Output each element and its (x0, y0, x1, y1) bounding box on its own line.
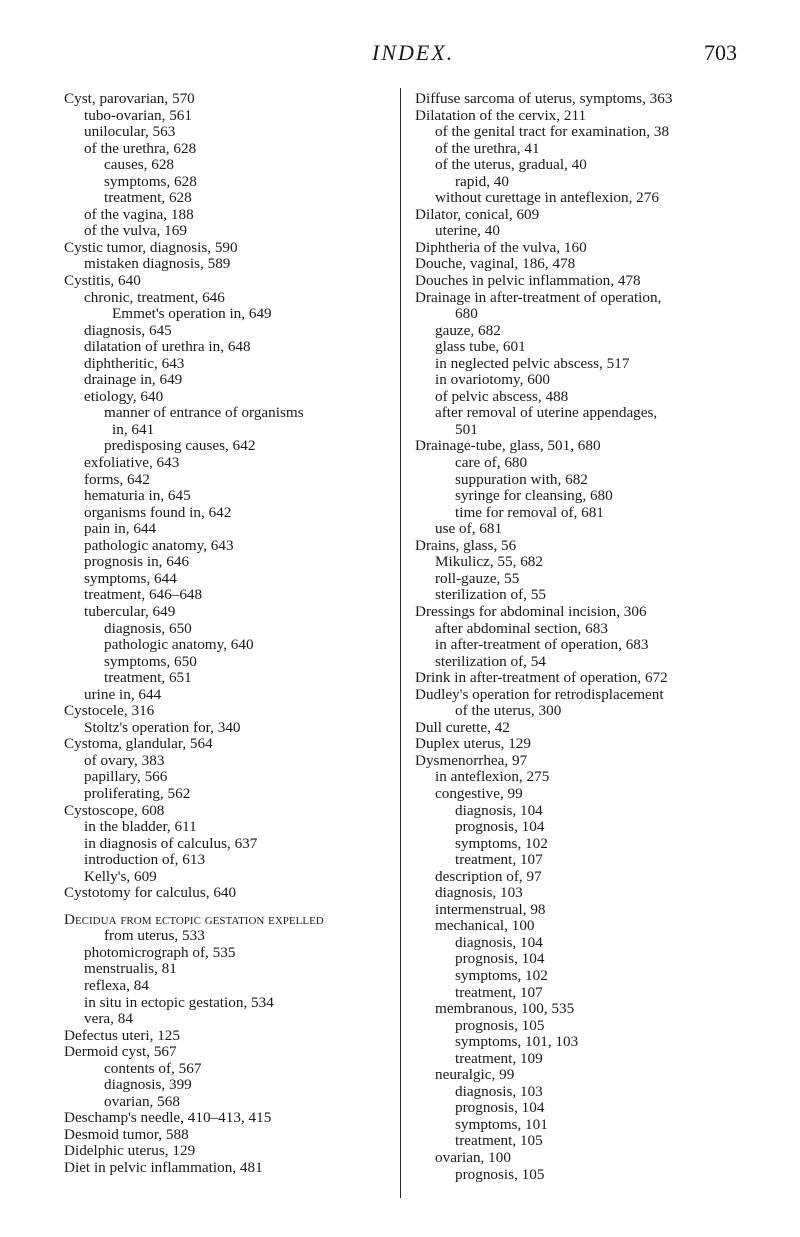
index-subentry: causes, 628 (104, 156, 175, 174)
index-subentry: in neglected pelvic abscess, 517 (435, 354, 630, 372)
index-subentry: diphtheritic, 643 (84, 354, 185, 372)
index-subentry: introduction of, 613 (84, 851, 206, 869)
index-subentry: treatment, 109 (455, 1049, 543, 1067)
index-subentry: congestive, 99 (435, 784, 523, 802)
index-heading-entry: Dysmenorrhea, 97 (415, 751, 528, 769)
index-heading-entry: Duplex uterus, 129 (415, 735, 531, 753)
index-subentry: Stoltz's operation for, 340 (84, 718, 241, 736)
index-subentry: treatment, 105 (455, 1132, 543, 1150)
index-subentry: glass tube, 601 (435, 338, 526, 356)
index-subentry: prognosis, 105 (455, 1165, 545, 1183)
index-subentry: diagnosis, 103 (435, 884, 523, 902)
page-header (0, 40, 800, 70)
index-heading-entry: Diphtheria of the vulva, 160 (415, 238, 587, 256)
index-subentry: of ovary, 383 (84, 751, 165, 769)
index-subentry: Kelly's, 609 (84, 867, 157, 885)
index-subentry: organisms found in, 642 (84, 503, 232, 521)
index-subentry: in anteflexion, 275 (435, 768, 550, 786)
index-subentry: uterine, 40 (435, 222, 500, 240)
index-subentry: without curettage in anteflexion, 276 (435, 189, 659, 207)
index-subentry: symptoms, 102 (455, 966, 548, 984)
index-heading-entry: Decidua from ectopic gestation expelled (64, 910, 324, 928)
index-subentry: in diagnosis of calculus, 637 (84, 834, 258, 852)
index-subentry: papillary, 566 (84, 768, 168, 786)
index-heading-entry: Drains, glass, 56 (415, 536, 517, 554)
index-subentry: forms, 642 (84, 470, 150, 488)
index-subentry: tubercular, 649 (84, 602, 176, 620)
index-subentry: drainage in, 649 (84, 371, 183, 389)
index-heading-entry: Douche, vaginal, 186, 478 (415, 255, 576, 273)
index-subentry: contents of, 567 (104, 1059, 202, 1077)
index-heading-entry: Drainage in after-treatment of operation, (415, 288, 662, 306)
index-subentry: diagnosis, 399 (104, 1076, 192, 1094)
index-subentry: prognosis, 104 (455, 950, 545, 968)
index-subentry: Emmet's operation in, 649 (112, 305, 272, 323)
index-subentry: treatment, 628 (104, 189, 192, 207)
index-heading-entry: Deschamp's needle, 410–413, 415 (64, 1109, 272, 1127)
index-subentry: diagnosis, 104 (455, 933, 543, 951)
index-subentry: sterilization of, 54 (435, 652, 546, 670)
index-heading-entry: Dull curette, 42 (415, 718, 510, 736)
index-heading-entry: Drainage-tube, glass, 501, 680 (415, 437, 601, 455)
index-heading-entry: Defectus uteri, 125 (64, 1026, 180, 1044)
index-heading-entry: Cystic tumor, diagnosis, 590 (64, 238, 238, 256)
index-subentry: prognosis in, 646 (84, 553, 190, 571)
index-subentry: sterilization of, 55 (435, 586, 546, 604)
index-subentry: symptoms, 101, 103 (455, 1033, 579, 1051)
index-heading-entry: Desmoid tumor, 588 (64, 1125, 189, 1143)
index-subentry: membranous, 100, 535 (435, 1000, 575, 1018)
index-subentry: syringe for cleansing, 680 (455, 487, 613, 505)
index-heading-entry: Cystocele, 316 (64, 702, 155, 720)
index-heading-entry: Cystoma, glandular, 564 (64, 735, 213, 753)
index-subentry: pathologic anatomy, 643 (84, 536, 234, 554)
index-subentry: symptoms, 628 (104, 172, 197, 190)
index-heading-entry: Douches in pelvic inflammation, 478 (415, 272, 641, 290)
index-subentry: rapid, 40 (455, 172, 509, 190)
index-subentry: of pelvic abscess, 488 (435, 387, 569, 405)
index-subentry: of the uterus, gradual, 40 (435, 156, 587, 174)
index-heading-entry: Drink in after-treatment of operation, 672 (415, 669, 668, 687)
index-subentry: from uterus, 533 (104, 927, 205, 945)
index-subentry: symptoms, 101 (455, 1115, 548, 1133)
index-subentry: of the urethra, 628 (84, 139, 197, 157)
index-subentry: treatment, 107 (455, 851, 543, 869)
index-subentry: in situ in ectopic gestation, 534 (84, 993, 274, 1011)
index-subentry: etiology, 640 (84, 387, 164, 405)
index-subentry: in the bladder, 611 (84, 818, 197, 836)
index-heading-entry: Didelphic uterus, 129 (64, 1142, 196, 1160)
index-subentry: hematuria in, 645 (84, 487, 191, 505)
index-subentry: manner of entrance of organisms (104, 404, 304, 422)
index-subentry: suppuration with, 682 (455, 470, 588, 488)
index-subentry: pathologic anatomy, 640 (104, 636, 254, 654)
index-heading-entry: Dudley's operation for retrodisplacement (415, 685, 664, 703)
index-subentry: unilocular, 563 (84, 123, 176, 141)
index-subentry: after abdominal section, 683 (435, 619, 608, 637)
index-subentry: mechanical, 100 (435, 917, 535, 935)
index-heading-entry: Dressings for abdominal incision, 306 (415, 602, 647, 620)
index-subentry: vera, 84 (84, 1010, 133, 1028)
index-subentry: menstrualis, 81 (84, 960, 177, 978)
index-heading-entry: Diffuse sarcoma of uterus, symptoms, 363 (415, 90, 673, 107)
index-subentry: ovarian, 568 (104, 1092, 180, 1110)
index-subentry: roll-gauze, 55 (435, 569, 520, 587)
index-subentry: symptoms, 102 (455, 834, 548, 852)
index-heading-entry: Cystitis, 640 (64, 272, 141, 290)
index-subentry: 501 (455, 420, 478, 438)
index-subentry: description of, 97 (435, 867, 542, 885)
running-title: INDEX. (372, 40, 455, 65)
index-column-left (64, 91, 409, 1177)
index-subentry: of the genital tract for examination, 38 (435, 123, 670, 141)
index-subentry: of the vagina, 188 (84, 205, 194, 223)
index-subentry: of the uterus, 300 (455, 702, 562, 720)
index-subentry: treatment, 107 (455, 983, 543, 1001)
index-subentry: treatment, 651 (104, 669, 192, 687)
index-subentry: dilatation of urethra in, 648 (84, 338, 251, 356)
index-subentry: in after-treatment of operation, 683 (435, 636, 649, 654)
index-subentry: pain in, 644 (84, 520, 157, 538)
index-subentry: prognosis, 104 (455, 1099, 545, 1117)
index-column-right (415, 91, 765, 1183)
index-subentry: after removal of uterine appendages, (435, 404, 658, 422)
index-subentry: diagnosis, 650 (104, 619, 192, 637)
index-subentry: urine in, 644 (84, 685, 162, 703)
index-heading-entry: Dermoid cyst, 567 (64, 1043, 177, 1061)
index-subentry: mistaken diagnosis, 589 (84, 255, 231, 273)
index-subentry: predisposing causes, 642 (104, 437, 256, 455)
index-subentry: symptoms, 644 (84, 569, 177, 587)
index-subentry: exfoliative, 643 (84, 454, 180, 472)
index-subentry: photomicrograph of, 535 (84, 943, 236, 961)
index-subentry: care of, 680 (455, 454, 528, 472)
index-heading-entry: Dilatation of the cervix, 211 (415, 106, 587, 124)
index-heading-entry: Cystotomy for calculus, 640 (64, 884, 237, 902)
index-subentry: 680 (455, 305, 478, 323)
index-subentry: of the vulva, 169 (84, 222, 187, 240)
index-subentry: time for removal of, 681 (455, 503, 604, 521)
index-subentry: neuralgic, 99 (435, 1066, 515, 1084)
page-number: 703 (704, 40, 737, 65)
index-subentry: tubo-ovarian, 561 (84, 106, 192, 124)
index-heading-entry: Dilator, conical, 609 (415, 205, 540, 223)
index-heading-entry: Cyst, parovarian, 570 (64, 90, 195, 107)
index-subentry: in, 641 (112, 420, 155, 438)
index-subentry: diagnosis, 645 (84, 321, 172, 339)
index-subentry: treatment, 646–648 (84, 586, 203, 604)
index-subentry: prognosis, 104 (455, 818, 545, 836)
index-subentry: of the urethra, 41 (435, 139, 540, 157)
index-subentry: symptoms, 650 (104, 652, 197, 670)
index-subentry: proliferating, 562 (84, 784, 191, 802)
index-subentry: intermenstrual, 98 (435, 900, 546, 918)
index-subentry: diagnosis, 104 (455, 801, 543, 819)
index-subentry: gauze, 682 (435, 321, 501, 339)
index-subentry: diagnosis, 103 (455, 1082, 543, 1100)
index-subentry: Mikulicz, 55, 682 (435, 553, 543, 571)
index-subentry: reflexa, 84 (84, 976, 149, 994)
index-heading-entry: Cystoscope, 608 (64, 801, 165, 819)
index-subentry: ovarian, 100 (435, 1149, 511, 1166)
index-subentry: in ovariotomy, 600 (435, 371, 551, 389)
index-subentry: use of, 681 (435, 520, 503, 538)
column-divider (400, 88, 401, 1198)
index-subentry: prognosis, 105 (455, 1016, 545, 1034)
index-subentry: chronic, treatment, 646 (84, 288, 225, 306)
index-heading-entry: Diet in pelvic inflammation, 481 (64, 1159, 263, 1176)
